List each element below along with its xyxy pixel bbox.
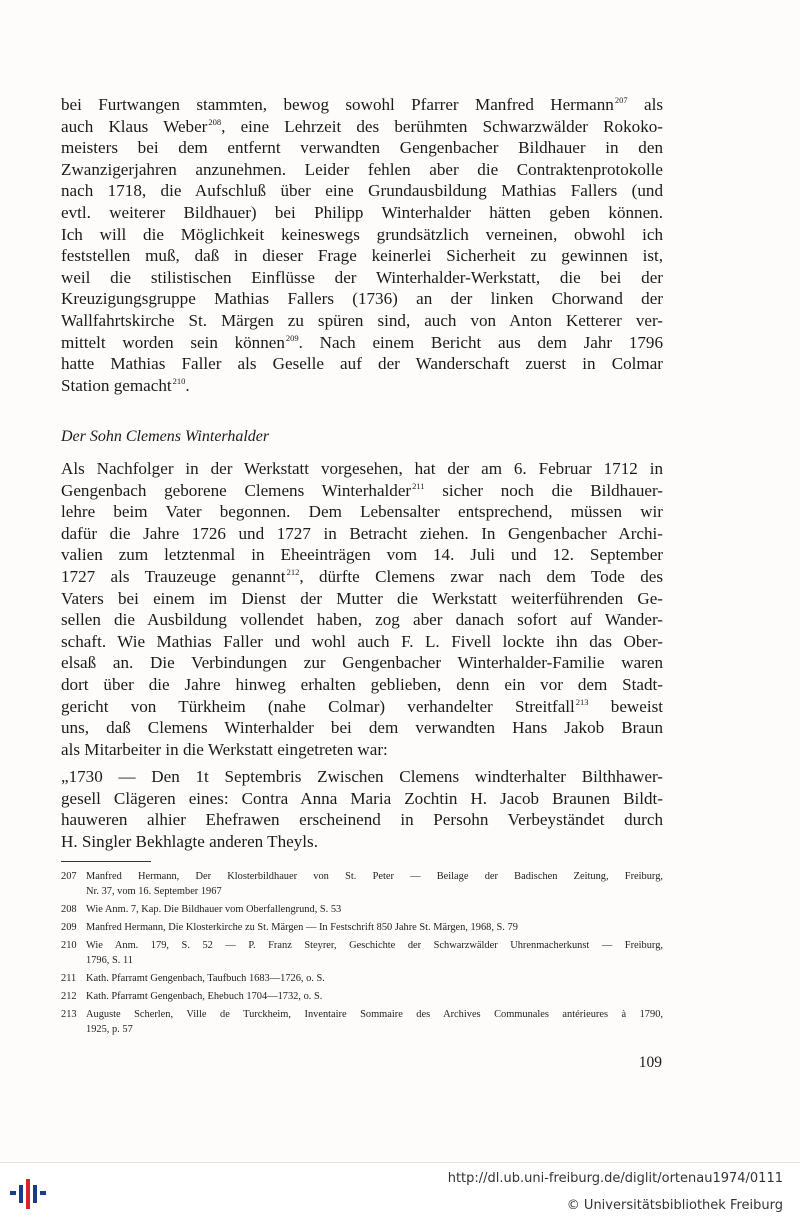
copyright-notice: © Universitätsbibliothek Freiburg <box>566 1198 783 1213</box>
text-segment: gericht von Türkheim (nahe Colmar) verhandelter Streitfall <box>61 696 575 716</box>
paragraph-2-line <box>61 609 663 631</box>
body-paragraph-1 <box>61 94 663 396</box>
quote-line <box>61 831 663 853</box>
page-number: 109 <box>638 1054 662 1071</box>
paragraph-2-line <box>61 739 663 761</box>
paragraph-2-line <box>61 717 663 739</box>
footnote-208 <box>61 902 663 917</box>
paragraph-1-line <box>61 137 663 159</box>
paragraph-2-line <box>61 523 663 545</box>
paragraph-1-line <box>61 159 663 181</box>
text-segment: H. Singler Bekhlagte anderen Theyls. <box>61 831 318 851</box>
text-segment: sellen die Ausbildung vollendet haben, zog aber danach sofort auf Wander- <box>61 610 663 630</box>
footnote-reference[interactable]: 208 <box>208 116 222 127</box>
footnote-reference[interactable]: 211 <box>412 480 425 491</box>
text-segment: Vaters bei einem im Dienst der Mutter die Werkstatt weiterführenden Ge- <box>61 588 663 608</box>
text-segment: feststellen muß, daß in dieser Frage keinerlei Sicherheit zu gewinnen ist, <box>61 246 663 266</box>
paragraph-2-line <box>61 674 663 696</box>
footnote-text: 1925, p. 57 <box>86 1024 133 1036</box>
paragraph-2-line <box>61 544 663 566</box>
text-segment: elsaß an. Die Verbindungen zur Gengenbacher Winterhalder-Familie waren <box>61 653 663 673</box>
paragraph-2-line <box>61 480 663 502</box>
paragraph-1-line <box>61 353 663 375</box>
footnote-text: Wie Anm. 7, Kap. Die Bildhauer vom Oberfallengrund, S. 53 <box>86 904 342 916</box>
text-segment: dort über die Jahre hinweg erhalten geblieben, denn ein vor dem Stadt- <box>61 674 663 694</box>
paragraph-2-line <box>61 588 663 610</box>
text-segment: . Nach einem Bericht aus dem Jahr 1796 <box>298 332 664 352</box>
paragraph-1-line <box>61 375 663 397</box>
footnote-number: 207 <box>61 871 77 882</box>
footnotes-block <box>61 869 663 1040</box>
paragraph-1-line <box>61 267 663 289</box>
paragraph-2-line <box>61 501 663 523</box>
ub-freiburg-logo-icon <box>8 1175 52 1211</box>
footnote-text: Nr. 37, vom 16. September 1967 <box>86 886 222 898</box>
footnote-separator <box>61 861 151 862</box>
paragraph-2-line <box>61 458 663 480</box>
text-segment: bei Furtwangen stammten, bewog sowohl Pfarrer Manfred Hermann <box>61 95 614 114</box>
viewer-footer <box>0 1162 800 1221</box>
section-heading: Der Sohn Clemens Winterhalder <box>61 428 270 445</box>
footnote-212 <box>61 989 663 1004</box>
text-segment: als <box>627 95 663 114</box>
paragraph-2-line <box>61 652 663 674</box>
text-segment: lehre beim Vater begonnen. Dem Lebensalter entsprechend, müssen wir <box>61 502 663 522</box>
footnote-text: Kath. Pfarramt Gengenbach, Ehebuch 1704—1732, o. S. <box>86 991 323 1003</box>
text-segment: Wallfahrtskirche St. Märgen zu spüren sind, auch von Anton Ketterer ver- <box>61 310 663 330</box>
paragraph-1-line <box>61 332 663 354</box>
text-segment: als Mitarbeiter in die Werkstatt eingetreten war: <box>61 739 388 759</box>
body-paragraph-2 <box>61 458 663 760</box>
quote-line <box>61 766 663 788</box>
paragraph-1-line <box>61 116 663 138</box>
text-segment: dafür die Jahre 1726 und 1727 in Betracht ziehen. In Gengenbacher Archi- <box>61 523 663 543</box>
text-segment: „1730 — Den 1t Septembris Zwischen Clemens windterhalter Bilthhawer- <box>61 767 663 786</box>
footnote-text: Manfred Hermann, Die Klosterkirche zu St. Märgen — In Festschrift 850 Jahre St. Märgen, 1968, S. 79 <box>86 922 518 934</box>
text-segment: mittelt worden sein können <box>61 332 285 352</box>
text-segment: hauweren alhier Ehefrawen erscheinend in Persohn Verbeyständet durch <box>61 810 663 830</box>
footnote-reference[interactable]: 207 <box>614 95 628 105</box>
footnote-209 <box>61 920 663 935</box>
text-segment: Ich will die Möglichkeit keineswegs grundsätzlich verneinen, obwohl ich <box>61 224 663 244</box>
footnote-reference[interactable]: 213 <box>575 696 589 707</box>
footnote-number: 212 <box>61 991 77 1003</box>
text-segment: Gengenbach geborene Clemens Winterhalder <box>61 480 412 500</box>
footnote-number: 213 <box>61 1008 77 1020</box>
footnote-reference[interactable]: 210 <box>172 375 186 386</box>
paragraph-1-line <box>61 310 663 332</box>
footnote-210 <box>61 938 663 969</box>
quote-line <box>61 788 663 810</box>
footnote-text: Manfred Hermann, Der Klosterbildhauer von St. Peter — Beilage der Badischen Zeitung, Freiburg, <box>86 871 663 882</box>
paragraph-1-line <box>61 245 663 267</box>
text-segment: sicher noch die Bildhauer- <box>424 480 663 500</box>
text-segment: weil die stilistischen Einflüsse der Winterhalder-Werkstatt, die bei der <box>61 267 663 287</box>
text-segment: 1727 als Trauzeuge genannt <box>61 566 286 586</box>
paragraph-2-line <box>61 566 663 588</box>
footnote-text: 1796, S. 11 <box>86 955 133 967</box>
text-segment: valien zum letztenmal in Eheeinträgen vom 14. Juli und 12. September <box>61 545 663 565</box>
footnote-211 <box>61 971 663 986</box>
text-segment: hatte Mathias Faller als Geselle auf der Wanderschaft zuerst in Colmar <box>61 354 663 374</box>
footnote-213 <box>61 1007 663 1038</box>
permalink-url[interactable]: http://dl.ub.uni-freiburg.de/diglit/ortenau1974/0111 <box>447 1171 783 1186</box>
text-segment: evtl. weiterer Bildhauer) bei Philipp Winterhalder hätten geben können. <box>61 202 663 222</box>
text-segment: nach 1718, die Aufschluß über eine Grundausbildung Mathias Fallers (und <box>61 181 663 201</box>
text-segment: beweist <box>588 696 663 716</box>
footnote-number: 211 <box>61 973 77 985</box>
footnote-text: Auguste Scherlen, Ville de Turckheim, Inventaire Sommaire des Archives Communales antérieures à 1790, <box>86 1008 663 1020</box>
paragraph-1-line <box>61 94 663 116</box>
quote-line <box>61 809 663 831</box>
text-segment: Kreuzigungsgruppe Mathias Fallers (1736) an der linken Chorwand der <box>61 289 663 309</box>
text-segment: meisters bei dem entfernt verwandten Gengenbacher Bildhauer in den <box>61 138 663 158</box>
text-segment: Zwanzigerjahren anzunehmen. Leider fehlen aber die Contraktenprotokolle <box>61 159 663 179</box>
footnote-text: Wie Anm. 179, S. 52 — P. Franz Steyrer, Geschichte der Schwarzwälder Uhrenmacherkunst — Freiburg, <box>86 939 663 951</box>
footnote-207 <box>61 869 663 900</box>
text-segment: gesell Clägeren eines: Contra Anna Maria Zochtin H. Jacob Braunen Bildt- <box>61 788 663 808</box>
paragraph-1-line <box>61 202 663 224</box>
text-segment: , dürfte Clemens zwar nach dem Tode des <box>299 566 663 586</box>
paragraph-1-line <box>61 288 663 310</box>
text-segment: schaft. Wie Mathias Faller und wohl auch F. L. Fivell lockte ihn das Ober- <box>61 631 663 651</box>
text-segment: . <box>185 375 190 395</box>
paragraph-2-line <box>61 696 663 718</box>
footnote-reference[interactable]: 209 <box>285 332 299 343</box>
text-segment: Station gemacht <box>61 375 172 395</box>
text-segment: uns, daß Clemens Winterhalder bei dem verwandten Hans Jakob Braun <box>61 718 663 738</box>
footnote-number: 210 <box>61 939 77 951</box>
text-segment: Als Nachfolger in der Werkstatt vorgesehen, hat der am 6. Februar 1712 in <box>61 459 663 478</box>
footnote-text: Kath. Pfarramt Gengenbach, Taufbuch 1683—1726, o. S. <box>86 973 325 985</box>
text-segment: auch Klaus Weber <box>61 116 208 136</box>
paragraph-2-line <box>61 631 663 653</box>
paragraph-1-line <box>61 224 663 246</box>
text-segment: , eine Lehrzeit des berühmten Schwarzwälder Rokoko- <box>221 116 663 136</box>
footnote-reference[interactable]: 212 <box>286 566 300 577</box>
footnote-number: 209 <box>61 922 77 934</box>
quoted-record <box>61 766 663 852</box>
footnote-number: 208 <box>61 904 77 916</box>
paragraph-1-line <box>61 180 663 202</box>
